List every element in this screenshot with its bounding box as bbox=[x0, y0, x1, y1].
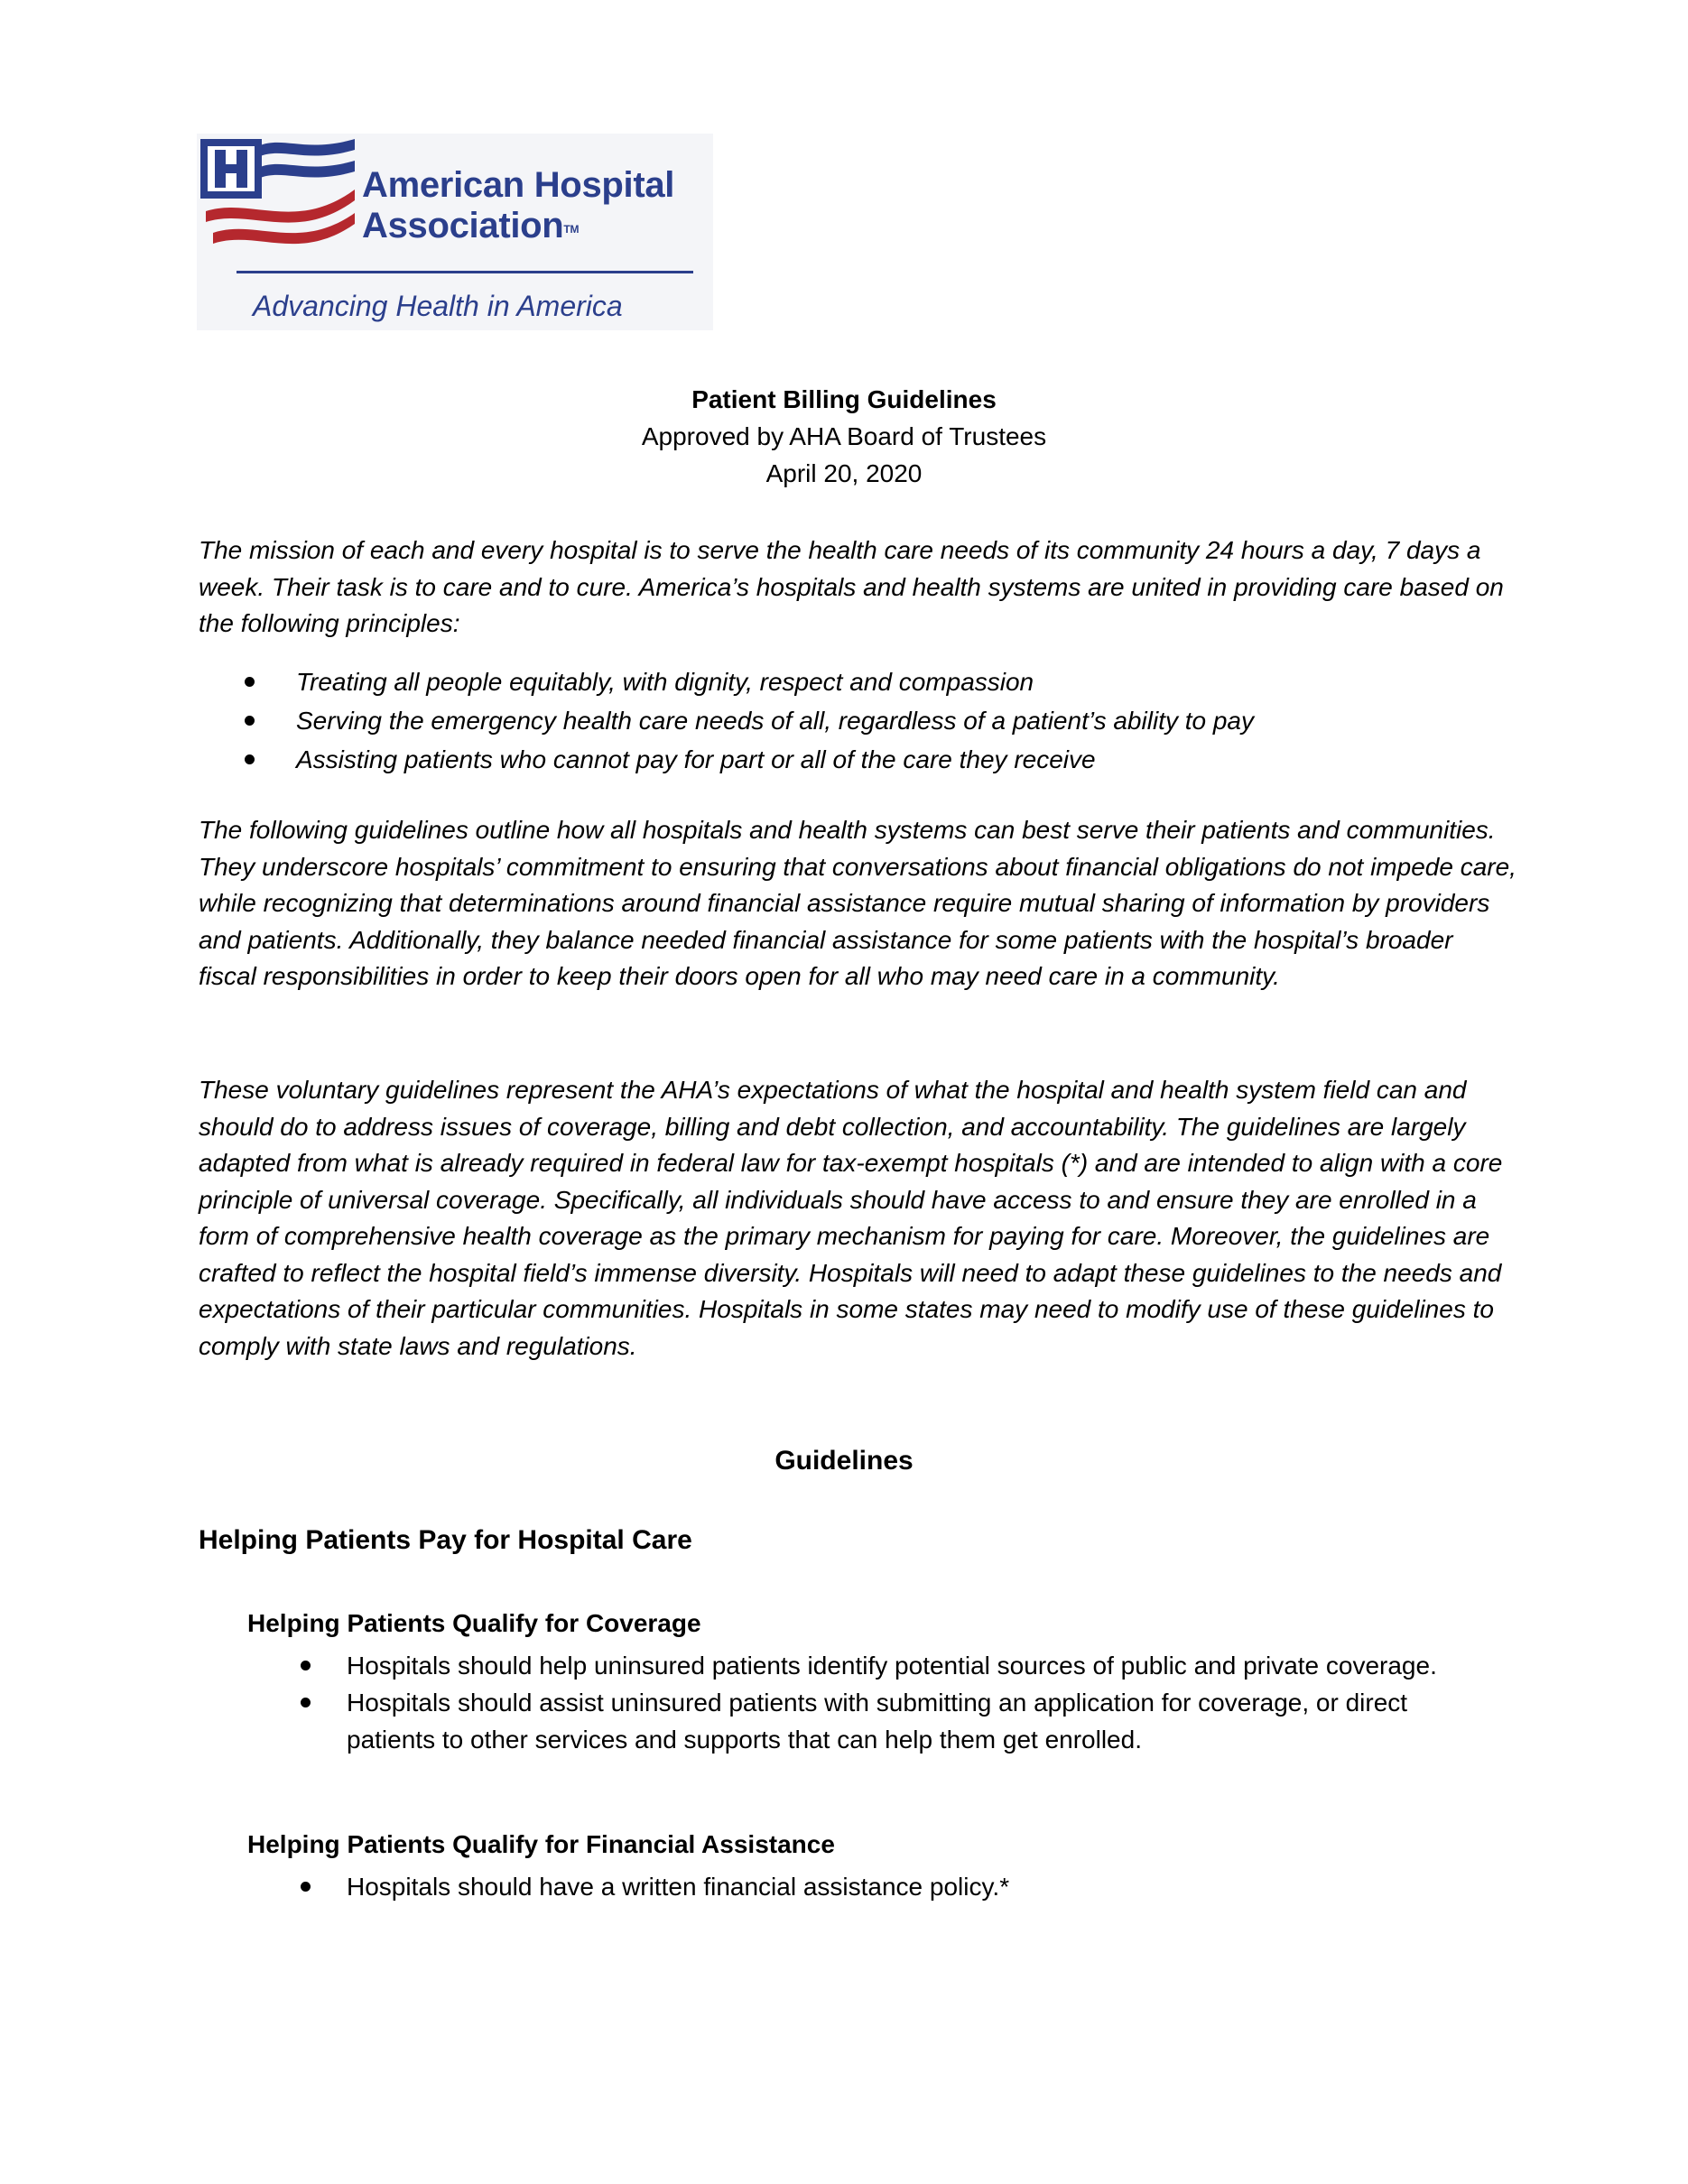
logo-wordmark bbox=[362, 165, 674, 246]
list-item: Serving the emergency health care needs of all, regardless of a patient’s ability to pay bbox=[296, 702, 1470, 739]
logo-name-line1: American Hospital bbox=[362, 165, 675, 205]
coverage-guidelines-list bbox=[347, 1647, 1466, 1758]
list-item: Hospitals should assist uninsured patients with submitting an application for coverage, or direct patients to other services and supports that can help them get enrolled. bbox=[347, 1684, 1466, 1758]
logo-tagline: Advancing Health in America bbox=[253, 290, 623, 322]
guidelines-heading: Guidelines bbox=[774, 1446, 914, 1476]
trademark-mark: TM bbox=[563, 223, 580, 236]
principles-list bbox=[296, 663, 1470, 780]
intro-paragraph: The mission of each and every hospital is to serve the health care needs of its community 24 hours a day, 7 days a week. Their task is to care and to cure. America’s hospitals and health systems are united in providing care based on the following principles: bbox=[199, 536, 1504, 637]
voluntary-guidelines-paragraph: These voluntary guidelines represent the AHA’s expectations of what the hospital and health system field can and should do to address issues of coverage, billing and debt collection, and accountability. The guidelines are largely adapted from what is already required in federal law for tax-exempt hospitals (*) and are intended to align with a core principle of universal coverage. Specifically, all individuals should have access to and ensure they are enrolled in a form of comprehensive health coverage as the primary mechanism for paying for care. Moreover, the guidelines are crafted to reflect the hospital field’s immense diversity. Hospitals will need to adapt these guidelines to the needs and expectations of their particular communities. Hospitals in some states may need to modify use of these guidelines to comply with state laws and regulations. bbox=[199, 1076, 1503, 1360]
list-item: Hospitals should have a written financial assistance policy.* bbox=[347, 1868, 1466, 1905]
approval-date: April 20, 2020 bbox=[765, 459, 923, 487]
guidelines-overview-paragraph: The following guidelines outline how all hospitals and health systems can best serve their patients and communities. They underscore hospitals’ commitment to ensuring that conversations about financial obligations do not impede care, while recognizing that determinations around financial assistance require mutual sharing of information by providers and patients. Additionally, they balance needed financial assistance for some patients with the hospital’s broader fiscal responsibilities in order to keep their doors open for all who may need care in a community. bbox=[199, 816, 1516, 990]
list-item: Treating all people equitably, with dignity, respect and compassion bbox=[296, 663, 1470, 700]
financial-assistance-guidelines-list bbox=[347, 1868, 1466, 1905]
aha-logo bbox=[197, 134, 713, 330]
logo-name-line2: Association bbox=[362, 206, 564, 245]
subsection-heading-coverage: Helping Patients Qualify for Coverage bbox=[247, 1609, 701, 1637]
subsection-heading-financial-assistance: Helping Patients Qualify for Financial Assistance bbox=[247, 1830, 835, 1858]
section-heading: Helping Patients Pay for Hospital Care bbox=[199, 1525, 692, 1555]
list-item: Assisting patients who cannot pay for part or all of the care they receive bbox=[296, 741, 1470, 778]
approval-line: Approved by AHA Board of Trustees bbox=[641, 422, 1047, 450]
list-item: Hospitals should help uninsured patients identify potential sources of public and private coverage. bbox=[347, 1647, 1466, 1684]
document-title: Patient Billing Guidelines bbox=[691, 385, 997, 413]
logo-divider bbox=[237, 271, 693, 273]
